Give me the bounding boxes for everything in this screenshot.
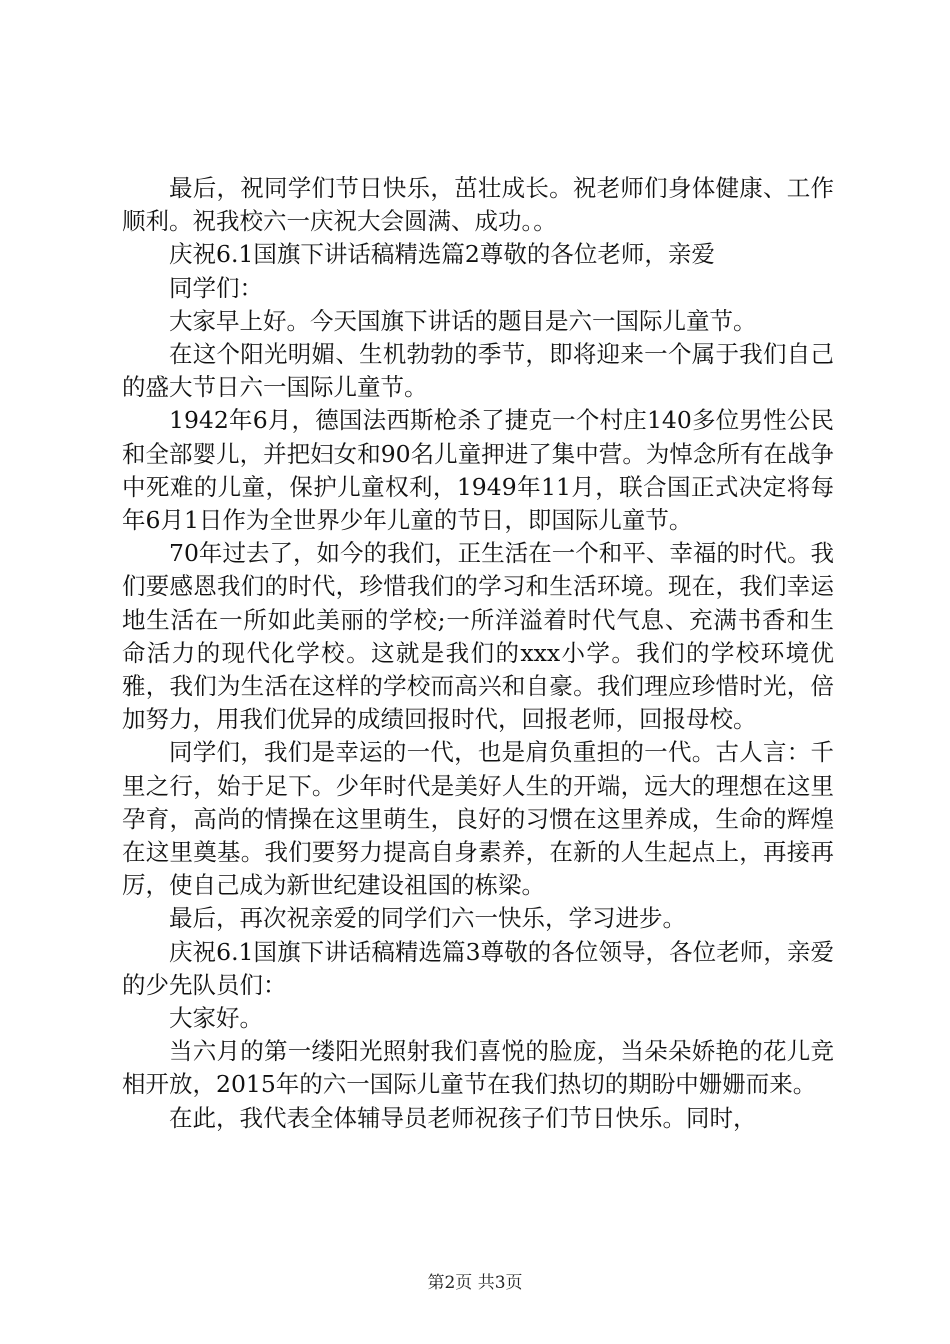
paragraph-10: 庆祝6.1国旗下讲话稿精选篇3尊敬的各位领导，各位老师，亲爱的少先队员们： bbox=[122, 937, 834, 999]
paragraph-2: 庆祝6.1国旗下讲话稿精选篇2尊敬的各位老师，亲爱 bbox=[169, 240, 715, 269]
paragraph-11: 大家好。 bbox=[169, 1004, 263, 1033]
paragraph-8: 同学们，我们是幸运的一代，也是肩负重担的一代。古人言：千里之行，始于足下。少年时代是美好人生的开端，远大的理想在这里孕育，高尚的情操在这里萌生，良好的习惯在这里养成，生命的辉煌在这里奠基。我们要努力提高自身素养，在新的人生起点上，再接再厉，使自己成为新世纪建设祖国的栋梁。 bbox=[122, 738, 834, 900]
paragraph-13: 在此，我代表全体辅导员老师祝孩子们节日快乐。同时， bbox=[169, 1103, 757, 1132]
paragraph-1: 最后，祝同学们节日快乐，茁壮成长。祝老师们身体健康、工作顺利。祝我校六一庆祝大会圆满、成功。。 bbox=[122, 174, 834, 236]
paragraph-4: 大家早上好。今天国旗下讲话的题目是六一国际儿童节。 bbox=[169, 306, 757, 335]
paragraph-6: 1942年6月，德国法西斯枪杀了捷克一个村庄140多位男性公民和全部婴儿，并把妇女和90名儿童押进了集中营。为悼念所有在战争中死难的儿童，保护儿童权利，1949年11月，联合国正式决定将每年6月1日作为全世界少年儿童的节日，即国际儿童节。 bbox=[122, 406, 834, 535]
document-body bbox=[122, 172, 834, 1135]
paragraph-12: 当六月的第一缕阳光照射我们喜悦的脸庞，当朵朵娇艳的花儿竞相开放，2015年的六一国际儿童节在我们热切的期盼中姗姗而来。 bbox=[122, 1037, 834, 1099]
paragraph-5: 在这个阳光明媚、生机勃勃的季节，即将迎来一个属于我们自己的盛大节日六一国际儿童节。 bbox=[122, 340, 834, 402]
paragraph-7: 70年过去了，如今的我们，正生活在一个和平、幸福的时代。我们要感恩我们的时代，珍惜我们的学习和生活环境。现在，我们幸运地生活在一所如此美丽的学校;一所洋溢着时代气息、充满书香和生命活力的现代化学校。这就是我们的xxx小学。我们的学校环境优雅，我们为生活在这样的学校而高兴和自豪。我们理应珍惜时光，倍加努力，用我们优异的成绩回报时代，回报老师，回报母校。 bbox=[122, 539, 834, 734]
page-footer bbox=[0, 1272, 950, 1294]
page-number-label: 第2页 共3页 bbox=[427, 1273, 523, 1293]
paragraph-9: 最后，再次祝亲爱的同学们六一快乐，学习进步。 bbox=[169, 904, 686, 933]
paragraph-3: 同学们： bbox=[169, 273, 263, 302]
